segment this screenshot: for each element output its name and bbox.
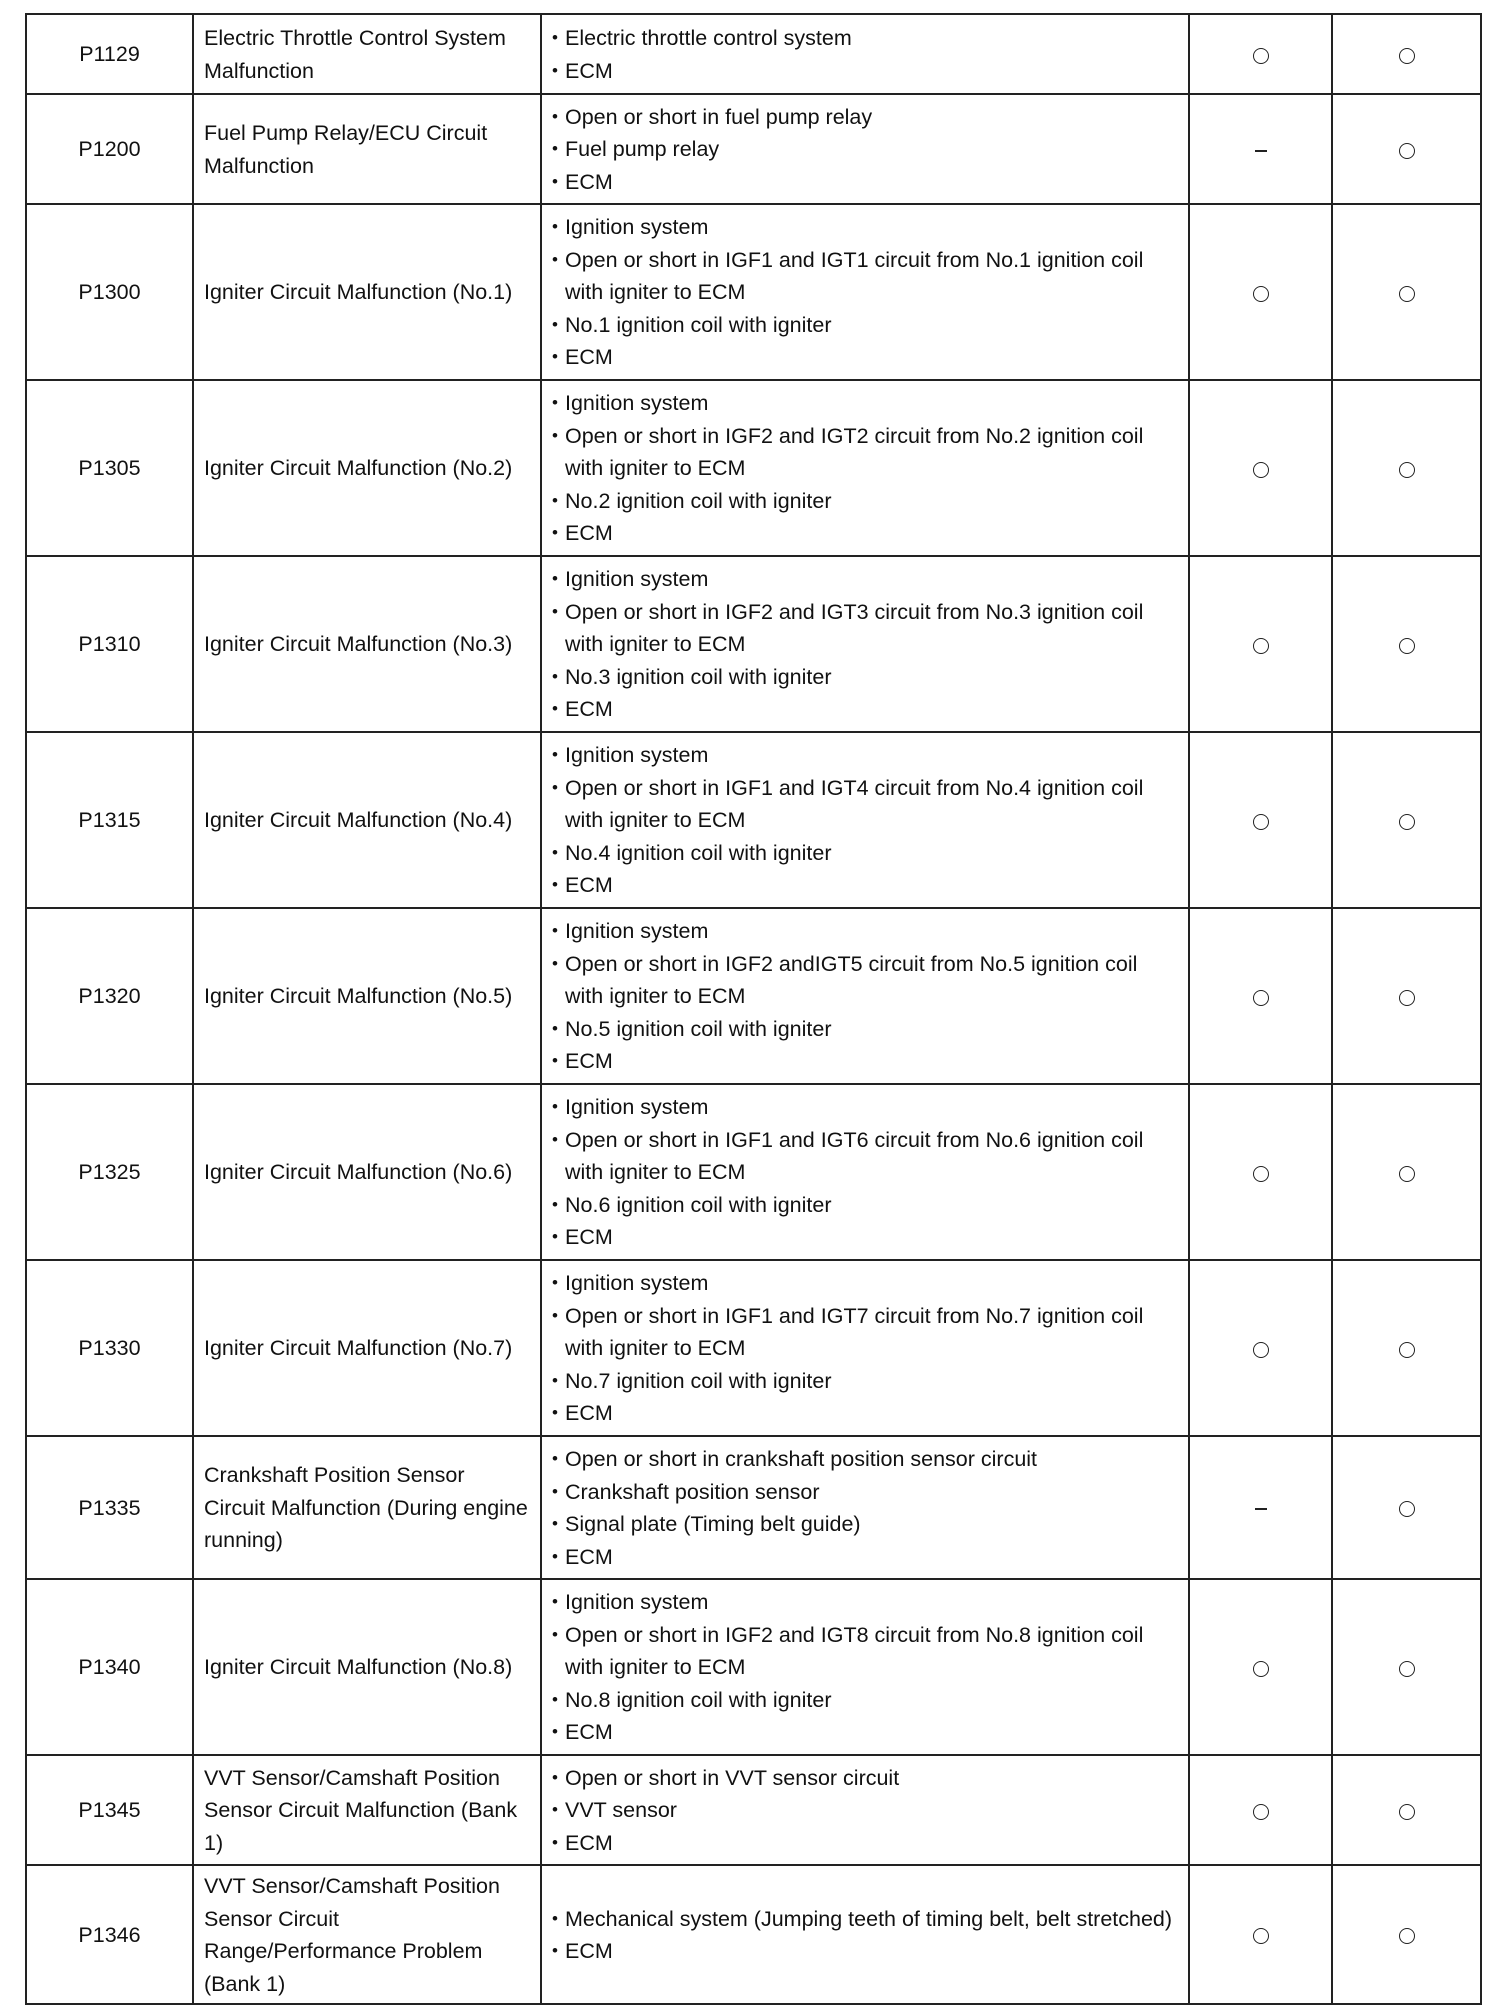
circle-icon <box>1399 462 1415 478</box>
circle-icon <box>1399 48 1415 64</box>
trouble-area-item: • Open or short in IGF2 and IGT3 circuit from No.3 ignition coil with igniter to ECM <box>552 596 1178 661</box>
trouble-area <box>541 1865 1189 2004</box>
table-row <box>26 1260 1481 1436</box>
trouble-area-item: • ECM <box>552 1935 1178 1968</box>
trouble-area-item: • Open or short in fuel pump relay <box>552 101 1178 134</box>
trouble-area-item: • Open or short in IGF2 and IGT8 circuit from No.8 ignition coil with igniter to ECM <box>552 1619 1178 1684</box>
dtc-code: P1325 <box>26 1084 193 1260</box>
dtc-code: P1300 <box>26 204 193 380</box>
dtc-code: P1305 <box>26 380 193 556</box>
dtc-code: P1310 <box>26 556 193 732</box>
trouble-area-item: • No.1 ignition coil with igniter <box>552 309 1178 342</box>
table-row <box>26 380 1481 556</box>
mil-indicator <box>1189 1865 1332 2004</box>
trouble-area-item: • Open or short in VVT sensor circuit <box>552 1762 1178 1795</box>
table-row <box>26 556 1481 732</box>
memory-indicator <box>1332 1579 1481 1755</box>
memory-indicator <box>1332 908 1481 1084</box>
trouble-area-list <box>552 563 1178 726</box>
trouble-area-list <box>552 1762 1178 1860</box>
memory-indicator <box>1332 380 1481 556</box>
trouble-area-item: • ECM <box>552 1716 1178 1749</box>
trouble-area-list <box>552 915 1178 1078</box>
trouble-area-list <box>552 1091 1178 1254</box>
trouble-area-list <box>552 1267 1178 1430</box>
dtc-code: P1200 <box>26 94 193 204</box>
trouble-area-item: • Open or short in IGF2 andIGT5 circuit from No.5 ignition coil with igniter to ECM <box>552 948 1178 1013</box>
trouble-area-item: • Ignition system <box>552 739 1178 772</box>
circle-icon <box>1253 638 1269 654</box>
circle-icon <box>1253 1166 1269 1182</box>
trouble-area-item: • ECM <box>552 693 1178 726</box>
detection-item: VVT Sensor/Camshaft Position Sensor Circuit Range/Performance Problem (Bank 1) <box>193 1865 541 2004</box>
circle-icon <box>1399 990 1415 1006</box>
trouble-area-item: • ECM <box>552 1541 1178 1574</box>
trouble-area-item: • No.8 ignition coil with igniter <box>552 1684 1178 1717</box>
dtc-code: P1335 <box>26 1436 193 1579</box>
detection-item: Igniter Circuit Malfunction (No.5) <box>193 908 541 1084</box>
memory-indicator <box>1332 1084 1481 1260</box>
detection-item: VVT Sensor/Camshaft Position Sensor Circuit Malfunction (Bank 1) <box>193 1755 541 1865</box>
trouble-area-list <box>552 211 1178 374</box>
trouble-area-item: • Open or short in IGF1 and IGT4 circuit from No.4 ignition coil with igniter to ECM <box>552 772 1178 837</box>
trouble-area-list <box>552 739 1178 902</box>
trouble-area <box>541 1579 1189 1755</box>
mil-indicator <box>1189 1755 1332 1865</box>
mil-indicator <box>1189 1436 1332 1579</box>
table-row <box>26 14 1481 94</box>
trouble-area <box>541 380 1189 556</box>
trouble-area <box>541 1755 1189 1865</box>
dtc-code: P1320 <box>26 908 193 1084</box>
circle-icon <box>1399 1928 1415 1944</box>
trouble-area-item: • ECM <box>552 55 1178 88</box>
trouble-area-item: • No.5 ignition coil with igniter <box>552 1013 1178 1046</box>
circle-icon <box>1399 1501 1415 1517</box>
trouble-area-item: • Ignition system <box>552 211 1178 244</box>
circle-icon <box>1253 286 1269 302</box>
trouble-area-list <box>552 1443 1178 1573</box>
table-row <box>26 1865 1481 2004</box>
trouble-area <box>541 732 1189 908</box>
trouble-area-list <box>552 101 1178 199</box>
detection-item: Igniter Circuit Malfunction (No.7) <box>193 1260 541 1436</box>
mil-indicator <box>1189 1579 1332 1755</box>
detection-item: Electric Throttle Control System Malfunction <box>193 14 541 94</box>
trouble-area-item: • Mechanical system (Jumping teeth of timing belt, belt stretched) <box>552 1903 1178 1936</box>
trouble-area-item: • Open or short in IGF2 and IGT2 circuit from No.2 ignition coil with igniter to ECM <box>552 420 1178 485</box>
trouble-area-item: • Crankshaft position sensor <box>552 1476 1178 1509</box>
trouble-area-item: • Ignition system <box>552 915 1178 948</box>
trouble-area <box>541 1260 1189 1436</box>
dtc-table-body <box>26 14 1481 2004</box>
trouble-area-item: • Open or short in IGF1 and IGT7 circuit from No.7 ignition coil with igniter to ECM <box>552 1300 1178 1365</box>
trouble-area-item: • ECM <box>552 1221 1178 1254</box>
circle-icon <box>1399 1342 1415 1358</box>
memory-indicator <box>1332 732 1481 908</box>
detection-item: Igniter Circuit Malfunction (No.3) <box>193 556 541 732</box>
mil-indicator <box>1189 1260 1332 1436</box>
dtc-code: P1315 <box>26 732 193 908</box>
trouble-area-item: • Fuel pump relay <box>552 133 1178 166</box>
detection-item: Igniter Circuit Malfunction (No.6) <box>193 1084 541 1260</box>
trouble-area-item: • ECM <box>552 166 1178 199</box>
trouble-area-item: • No.4 ignition coil with igniter <box>552 837 1178 870</box>
table-row <box>26 1579 1481 1755</box>
table-row <box>26 1436 1481 1579</box>
circle-icon <box>1399 638 1415 654</box>
trouble-area <box>541 556 1189 732</box>
dtc-code: P1345 <box>26 1755 193 1865</box>
trouble-area-item: • Signal plate (Timing belt guide) <box>552 1508 1178 1541</box>
table-row <box>26 94 1481 204</box>
dtc-code: P1330 <box>26 1260 193 1436</box>
trouble-area-item: • ECM <box>552 869 1178 902</box>
mil-indicator <box>1189 14 1332 94</box>
detection-item: Fuel Pump Relay/ECU Circuit Malfunction <box>193 94 541 204</box>
detection-item: Igniter Circuit Malfunction (No.2) <box>193 380 541 556</box>
dtc-table-page <box>25 13 1480 2005</box>
circle-icon <box>1399 814 1415 830</box>
trouble-area <box>541 14 1189 94</box>
trouble-area-item: • Ignition system <box>552 1267 1178 1300</box>
dtc-code: P1129 <box>26 14 193 94</box>
circle-icon <box>1399 1166 1415 1182</box>
dtc-code: P1340 <box>26 1579 193 1755</box>
trouble-area-item: • ECM <box>552 517 1178 550</box>
trouble-area <box>541 1084 1189 1260</box>
memory-indicator <box>1332 556 1481 732</box>
detection-item: Crankshaft Position Sensor Circuit Malfunction (During engine running) <box>193 1436 541 1579</box>
circle-icon <box>1253 1661 1269 1677</box>
mil-indicator <box>1189 380 1332 556</box>
memory-indicator <box>1332 1260 1481 1436</box>
trouble-area-item: • No.3 ignition coil with igniter <box>552 661 1178 694</box>
trouble-area <box>541 204 1189 380</box>
trouble-area-item: • ECM <box>552 1045 1178 1078</box>
trouble-area-item: • Ignition system <box>552 1586 1178 1619</box>
trouble-area <box>541 94 1189 204</box>
circle-icon <box>1253 1928 1269 1944</box>
mil-indicator <box>1189 94 1332 204</box>
trouble-area-item: • ECM <box>552 341 1178 374</box>
mil-indicator <box>1189 556 1332 732</box>
trouble-area-list <box>552 22 1178 87</box>
memory-indicator <box>1332 204 1481 380</box>
mil-indicator <box>1189 908 1332 1084</box>
mil-indicator <box>1189 204 1332 380</box>
dash-icon <box>1255 150 1267 152</box>
trouble-area-item: • Ignition system <box>552 563 1178 596</box>
trouble-area-item: • Open or short in IGF1 and IGT6 circuit from No.6 ignition coil with igniter to ECM <box>552 1124 1178 1189</box>
memory-indicator <box>1332 1436 1481 1579</box>
trouble-area-item: • Ignition system <box>552 1091 1178 1124</box>
trouble-area <box>541 908 1189 1084</box>
trouble-area-list <box>552 1586 1178 1749</box>
table-row <box>26 908 1481 1084</box>
trouble-area-item: • Open or short in crankshaft position sensor circuit <box>552 1443 1178 1476</box>
trouble-area-list <box>552 387 1178 550</box>
trouble-area-item: • No.6 ignition coil with igniter <box>552 1189 1178 1222</box>
dtc-code: P1346 <box>26 1865 193 2004</box>
trouble-area-list <box>552 1903 1178 1968</box>
circle-icon <box>1253 990 1269 1006</box>
memory-indicator <box>1332 94 1481 204</box>
memory-indicator <box>1332 14 1481 94</box>
circle-icon <box>1399 1804 1415 1820</box>
table-row <box>26 1084 1481 1260</box>
trouble-area-item: • Open or short in IGF1 and IGT1 circuit from No.1 ignition coil with igniter to ECM <box>552 244 1178 309</box>
table-row <box>26 204 1481 380</box>
mil-indicator <box>1189 732 1332 908</box>
mil-indicator <box>1189 1084 1332 1260</box>
detection-item: Igniter Circuit Malfunction (No.4) <box>193 732 541 908</box>
trouble-area-item: • ECM <box>552 1397 1178 1430</box>
circle-icon <box>1253 814 1269 830</box>
trouble-area-item: • ECM <box>552 1827 1178 1860</box>
trouble-area-item: • No.7 ignition coil with igniter <box>552 1365 1178 1398</box>
trouble-area-item: • Electric throttle control system <box>552 22 1178 55</box>
circle-icon <box>1253 1804 1269 1820</box>
dash-icon <box>1255 1508 1267 1510</box>
circle-icon <box>1253 48 1269 64</box>
trouble-area-item: • No.2 ignition coil with igniter <box>552 485 1178 518</box>
circle-icon <box>1399 1661 1415 1677</box>
detection-item: Igniter Circuit Malfunction (No.8) <box>193 1579 541 1755</box>
circle-icon <box>1399 286 1415 302</box>
circle-icon <box>1399 143 1415 159</box>
circle-icon <box>1253 462 1269 478</box>
detection-item: Igniter Circuit Malfunction (No.1) <box>193 204 541 380</box>
trouble-area <box>541 1436 1189 1579</box>
table-row <box>26 732 1481 908</box>
memory-indicator <box>1332 1865 1481 2004</box>
table-row <box>26 1755 1481 1865</box>
dtc-table <box>25 13 1482 2005</box>
circle-icon <box>1253 1342 1269 1358</box>
memory-indicator <box>1332 1755 1481 1865</box>
trouble-area-item: • VVT sensor <box>552 1794 1178 1827</box>
trouble-area-item: • Ignition system <box>552 387 1178 420</box>
